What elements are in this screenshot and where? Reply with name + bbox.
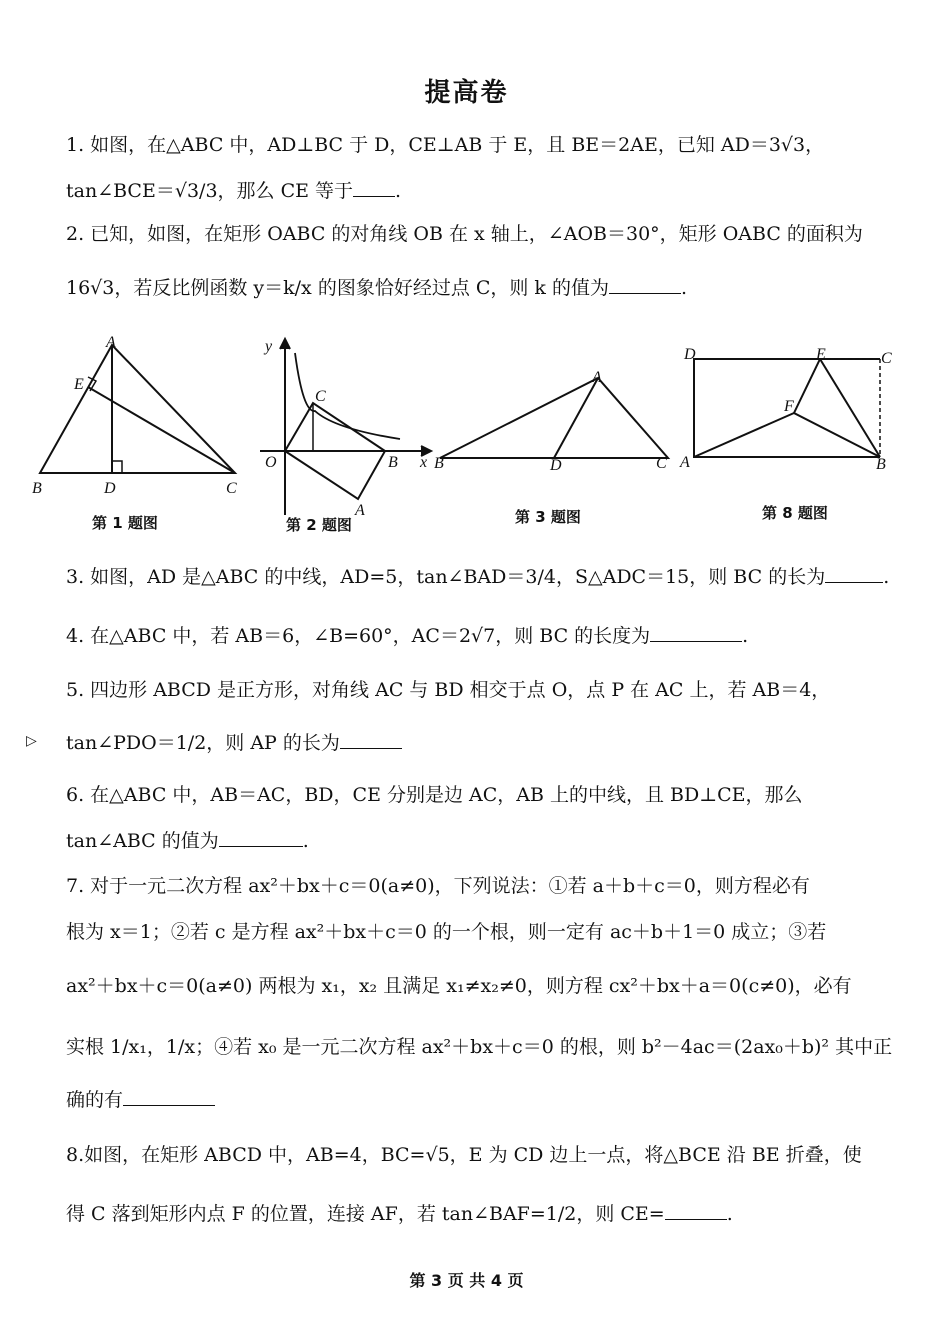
fig8-folded-triangle (794, 359, 880, 457)
fig8-label-f: F (784, 398, 794, 415)
fig1-label-c: C (226, 480, 237, 497)
q7-line4: 实根 1/x₁，1/x；④若 x₀ 是一元二次方程 ax²＋bx＋c＝0 的根，则 b²－4ac＝(2ax₀＋b)² 其中正 (66, 1036, 893, 1058)
fig3-triangle-abc (440, 378, 668, 458)
q7-line1: 7. 对于一元二次方程 ax²＋bx＋c＝0(a≠0)，下列说法：①若 a＋b＋c＝0，则方程必有 (66, 875, 810, 897)
q8-line1: 8.如图，在矩形 ABCD 中，AB=4，BC=√5，E 为 CD 边上一点，将△BCE 沿 BE 折叠，使 (66, 1144, 862, 1166)
fig1-altitude-ce (88, 387, 235, 473)
fig2-label-a: A (355, 502, 365, 518)
q1-line1: 1. 如图，在△ABC 中，AD⊥BC 于 D，CE⊥AB 于 E，且 BE＝2AE，已知 AD＝3√3， (66, 134, 825, 156)
fig1-label-e: E (74, 376, 84, 393)
q5-line1: 5. 四边形 ABCD 是正方形，对角线 AC 与 BD 相交于点 O，点 P 在 AC 上，若 AB＝4， (66, 679, 831, 701)
q1-line2: tan∠BCE＝√3/3，那么 CE 等于 . (66, 180, 402, 202)
fig2-caption: 第 2 题图 (286, 516, 352, 534)
page-footer: 第 3 页 共 4 页 (409, 1271, 524, 1290)
fig8-caption: 第 8 题图 (762, 504, 828, 522)
figure-1 (30, 333, 250, 503)
fig3-label-a: A (592, 369, 602, 386)
q7-line5: 确的有 (66, 1085, 215, 1115)
q4-line1: 4. 在△ABC 中，若 AB＝6，∠B=60°，AC＝2√7，则 BC 的长度为 . (66, 625, 749, 647)
fig2-label-b: B (388, 454, 398, 471)
figure-3 (430, 360, 680, 480)
fig8-label-a: A (680, 454, 690, 471)
q7-line2: 根为 x＝1；②若 c 是方程 ax²＋bx＋c＝0 的一个根，则一定有 ac＋b＋1＝0 成立；③若 (66, 921, 827, 943)
fig1-caption: 第 1 题图 (92, 514, 158, 532)
q7-line3: ax²＋bx＋c＝0(a≠0) 两根为 x₁，x₂ 且满足 x₁≠x₂≠0，则方程 cx²＋bx＋a＝0(c≠0)，必有 (66, 975, 852, 997)
fig8-segment-af (694, 413, 794, 457)
fig2-label-c: C (315, 388, 326, 405)
margin-marker: ▷ (26, 733, 37, 749)
fig3-label-d: D (550, 457, 562, 474)
fig8-label-c: C (881, 350, 892, 367)
figure-8 (678, 343, 903, 483)
fig8-label-d: D (684, 346, 696, 363)
fig2-label-x: x (420, 454, 428, 471)
q3-line1: 3. 如图，AD 是△ABC 的中线，AD=5，tan∠BAD＝3/4，S△ADC＝15，则 BC 的长为 . (66, 566, 890, 588)
q2-line1: 2. 已知，如图，在矩形 OABC 的对角线 OB 在 x 轴上，∠AOB＝30°，矩形 OABC 的面积为 (66, 223, 863, 245)
fig8-label-e: E (816, 346, 826, 363)
q2-line2: 16√3，若反比例函数 y＝k/x 的图象恰好经过点 C，则 k 的值为 . (66, 277, 688, 299)
fig3-label-c: C (656, 455, 667, 472)
fig1-label-a: A (106, 334, 116, 351)
fig8-label-b: B (876, 456, 886, 473)
fig2-label-y: y (265, 338, 273, 355)
q8-line2: 得 C 落到矩形内点 F 的位置，连接 AF，若 tan∠BAF=1/2，则 CE= . (66, 1203, 733, 1225)
q5-line2: tan∠PDO＝1/2，则 AP 的长为 (66, 728, 402, 758)
fig3-label-b: B (434, 455, 444, 472)
fig3-caption: 第 3 题图 (515, 508, 581, 526)
figure-2 (255, 333, 440, 518)
q6-line1: 6. 在△ABC 中，AB＝AC，BD，CE 分别是边 AC，AB 上的中线，且 BD⊥CE，那么 (66, 784, 803, 806)
fig1-label-b: B (32, 480, 42, 497)
page-title: 提高卷 (424, 78, 509, 108)
q6-line2: tan∠ABC 的值为 . (66, 830, 309, 852)
fig1-triangle-abc (40, 345, 235, 473)
fig2-label-o: O (265, 454, 277, 471)
fig1-label-d: D (104, 480, 116, 497)
